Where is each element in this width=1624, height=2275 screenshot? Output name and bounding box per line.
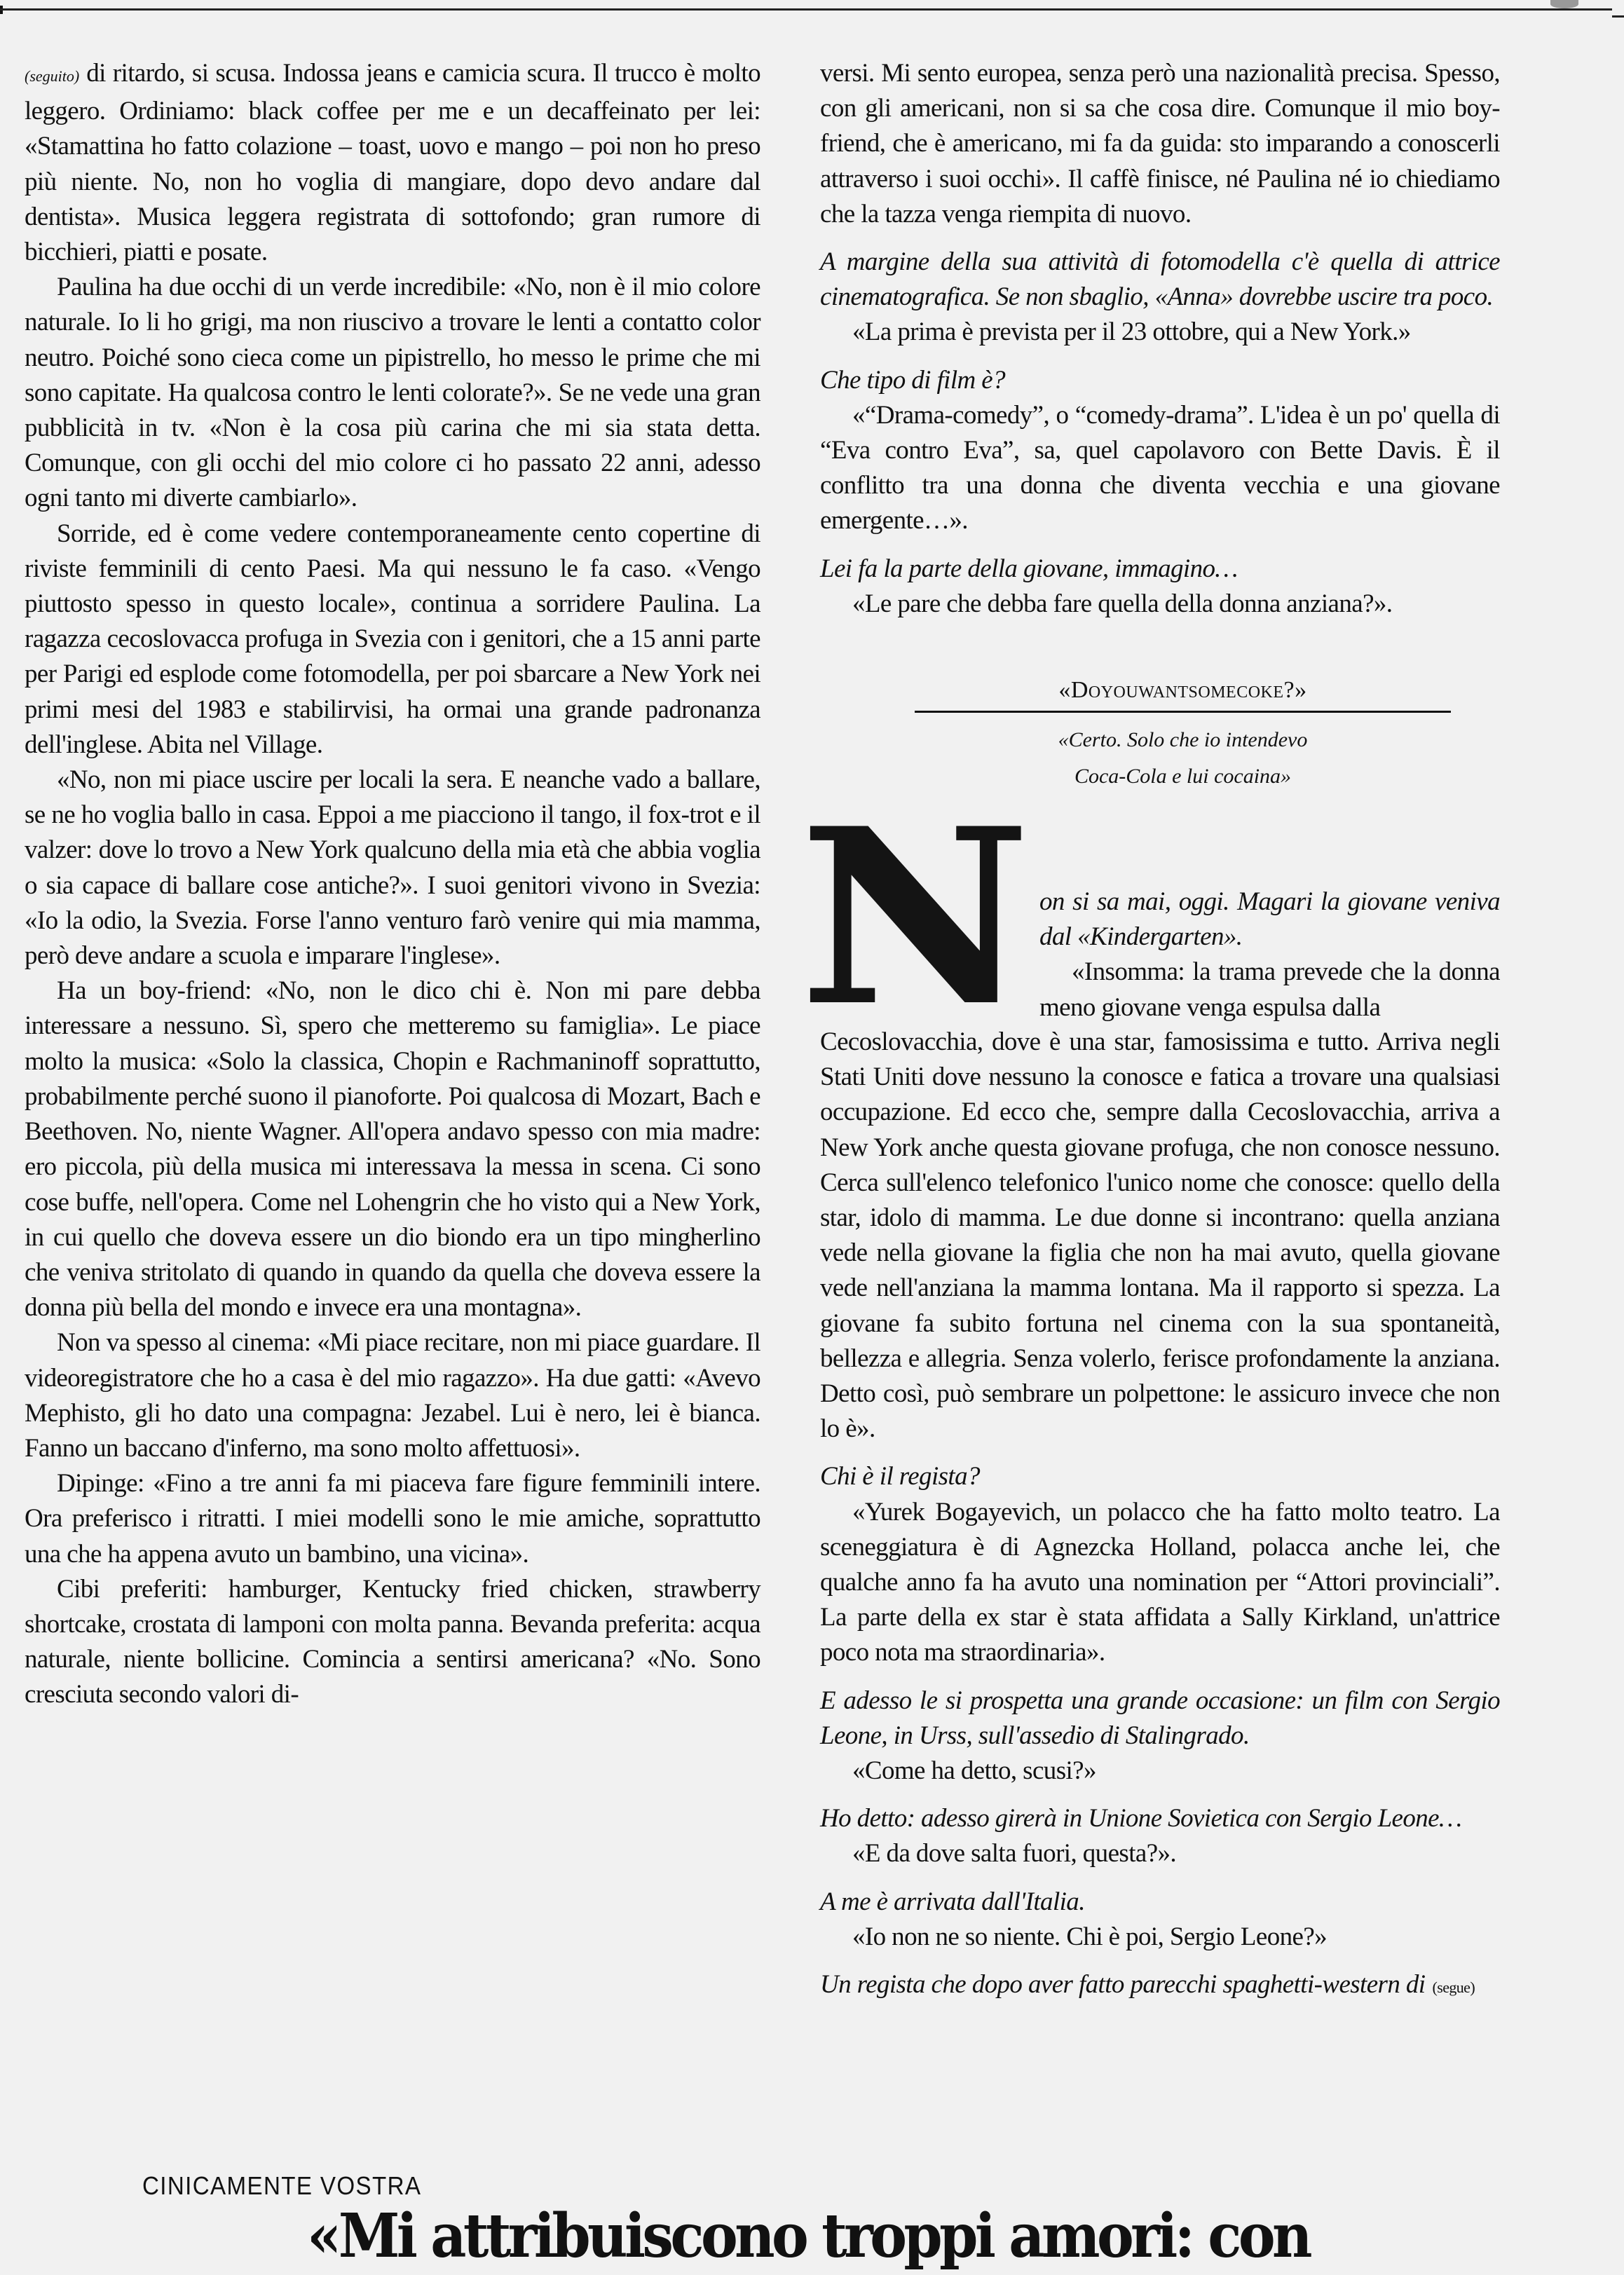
paragraph: (seguito) di ritardo, si scusa. Indossa jeans e camicia scura. Il trucco è molto leggero. Ordiniamo: black coffee per me e un decaffeinato per lei: «Stamattina ho fatto colazione – toast, uovo e mango – poi non ho preso più niente. No, non ho voglia di mangiare, dopo devo andare dal dentista». Musica leggera registrata di sottofondo; gran rumore di bicchieri, piatti e posate. (25, 59, 760, 267)
paragraph: Ha un boy-friend: «No, non le dico chi è. Non mi pare debba interessare a nessuno. Sì, spero che metteremo su famiglia». Le piace molto la musica: «Solo la classica, Chopin e Rachmaninoff soprattutto, probabilmente perché suono il pianoforte. Poi qualcosa di Mozart, Bach e Beethoven. No, niente Wagner. All'opera andavo spesso con mia madre: ero piccola, più della musica mi interessava la messa in scena. Ci sono cose buffe, nell'opera. Come nel Lohengrin che ho visto qui a New York, in cui quello che doveva essere un dio biondo era un tipo mingherlino che veniva stritolato di quando in quando da quella che doveva essere la donna più bella del mondo e invece era una montagna». (25, 976, 760, 1323)
paragraph: Dipinge: «Fino a tre anni fa mi piaceva fare figure femminili intere. Ora preferisco i ritratti. I miei modelli sono le mie amiche, soprattutto una che ha appena avuto un bambino, una vicina». (25, 1469, 760, 1569)
top-rule (0, 8, 1612, 11)
interview-question: Lei fa la parte della giovane, immagino… (820, 554, 1238, 583)
continued-label: (seguito) (25, 67, 80, 85)
paragraph: Non va spesso al cinema: «Mi piace recitare, non mi piace guardare. Il videoregistratore che ho a casa è del mio ragazzo». Ha due gatti: «Avevo Mephisto, gli ho dato una compagna: Jezabel. Lui è nero, lei è bianca. Fanno un baccano d'inferno, ma sono molto affettuosi». (25, 1328, 760, 1463)
interview-answer: «Io non ne so niente. Chi è poi, Sergio Leone?» (852, 1922, 1328, 1951)
interview-question: Un regista che dopo aver fatto parecchi spaghetti-western di (segue) (820, 1970, 1475, 2000)
paragraph: versi. Mi sento europea, senza però una nazionalità precisa. Spesso, con gli americani, non si sa che cosa dire. Comunque il mio boy-friend, che è americano, mi fa da guida: sto imparando a conoscerli attraverso i suoi occhi». Il caffè finisce, né Paulina né io chiediamo che la tazza venga riempita di nuovo. (820, 59, 1500, 228)
paragraph: Paulina ha due occhi di un verde incredibile: «No, non è il mio colore naturale. Io li ho grigi, ma non riuscivo a trovare le lenti a contatto color neutro. Poiché sono cieca come un pipistrello, ho messo le prime che mi sono capitate. Ha qualcosa contro le lenti colorate?». Se ne vede una gran pubblicità in tv. «Non è la cosa più carina che mi sia stata detta. Comunque, con gli occhi del mio colore ci ho passato 22 anni, adesso ogni tanto mi diverte cambiarlo». (25, 273, 760, 513)
top-rule-right (1612, 15, 1624, 18)
paragraph: Cibi preferiti: hamburger, Kentucky fried chicken, strawberry shortcake, crostata di lamponi con molta panna. Bevanda preferita: acqua naturale, niente bollicine. Comincia a sentirsi americana? «No. Sono cresciuta secondo valori di- (25, 1574, 760, 1709)
interview-answer: «Yurek Bogayevich, un polacco che ha fatto molto teatro. La sceneggiatura è di Agnezcka Holland, polacca anche lei, che qualche anno fa ha avuto una nomination per “Attori provinciali”. La parte della ex star è stata affidata a Sally Kirkland, un'attrice poco nota ma straordinaria». (820, 1497, 1500, 1667)
interview-answer: «Insomma: la trama prevede che la donna meno giovane venga espulsa dalla (1039, 957, 1500, 1022)
drop-cap-text (1039, 884, 1500, 1025)
interview-answer: «La prima è prevista per il 23 ottobre, qui a New York.» (852, 317, 1411, 347)
interview-question: A margine della sua attività di fotomodella c'è quella di attrice cinematografica. Se non sbaglio, «Anna» dovrebbe uscire tra poco. (820, 247, 1500, 312)
section-label: CINICAMENTE VOSTRA (142, 2171, 422, 2200)
pull-quote-heading: «Doyouwantsomecoke?» (1058, 677, 1307, 703)
interview-question: on si sa mai, oggi. Magari la giovane veniva dal «Kindergarten». (1039, 887, 1500, 952)
interview-answer: «“Drama-comedy”, o “comedy-drama”. L'idea è un po' quella di “Eva contro Eva”, sa, quel capolavoro con Bette Davis. È il conflitto tra una donna che diventa vecchia e una giovane emergente…». (820, 400, 1500, 535)
paragraph: Sorride, ed è come vedere contemporaneamente cento copertine di riviste femminili di cento Paesi. Ma qui nessuno le fa caso. «Vengo piuttosto spesso in questo locale», continua a sorridere Paulina. La ragazza cecoslovacca profuga in Svezia con i genitori, che a 15 anni parte per Parigi ed esplode come fotomodella, per poi sbarcare a New York nei primi mesi del 1983 e stabilirvisi, ha ormai una grande padronanza dell'inglese. Abita nel Village. (25, 519, 760, 759)
interview-answer: «Le pare che debba fare quella della donna anziana?». (852, 589, 1393, 618)
interview-answer: «Come ha detto, scusi?» (852, 1756, 1096, 1786)
interview-answer: «E da dove salta fuori, questa?». (852, 1839, 1177, 1868)
right-column-bottom (820, 1025, 1500, 2005)
left-column (25, 56, 760, 1713)
interview-question: Che tipo di film è? (820, 365, 1006, 395)
interview-question: A me è arrivata dall'Italia. (820, 1887, 1085, 1916)
continued-label: (segue) (1432, 1979, 1475, 1997)
interview-question: Ho detto: adesso girerà in Unione Sovietica con Sergio Leone… (820, 1804, 1462, 1833)
pull-quote-rule (915, 711, 1451, 713)
paragraph: «No, non mi piace uscire per locali la sera. E neanche vado a ballare, se ne ho voglia ballo in casa. Eppoi a me piacciono il tango, il fox-trot e il valzer: dove lo trovo a New York qualcuno della mia età che abbia voglia o sia capace di ballare cose antiche?». I suoi genitori vivono in Svezia: «Io la odio, la Svezia. Forse l'anno venturo farò venire qui mia mamma, però deve andare a scuola e imparare l'inglese». (25, 765, 760, 971)
pull-quote-line: Coca-Cola e lui cocaina» (1074, 765, 1292, 788)
article-headline: «Mi attribuiscono troppi amori: con (307, 2201, 1309, 2271)
corner-image-fragment (1550, 0, 1578, 8)
pull-quote-line: «Certo. Solo che io intendevo (1058, 728, 1308, 751)
interview-question: E adesso le si prospetta una grande occasione: un film con Sergio Leone, in Urss, sull'assedio di Stalingrado. (820, 1686, 1500, 1750)
drop-cap: N (799, 776, 1024, 1060)
paragraph: Cecoslovacchia, dove è una star, famosissima e tutto. Arriva negli Stati Uniti dove nessuno la conosce e fatica a trovare una qualsiasi occupazione. Ed ecco che, sempre dalla Cecoslovacchia, arriva a New York anche questa giovane profuga, che non conosce nessuno. Cerca sull'elenco telefonico l'unico nome che conosce: quello della star, idolo di mamma. Le due donne si incontrano: quella anziana vede nella giovane la figlia che non ha mai avuto, quella giovane vede nell'anziana la mamma lontana. Ma il rapporto si spezza. La giovane fa subito fortuna nel cinema con la sua spontaneità, bellezza e allegria. Senza volerlo, ferisce profondamente la anziana. Detto così, può sembrare un polpettone: le assicuro invece che non lo è». (820, 1027, 1500, 1444)
interview-question: Chi è il regista? (820, 1462, 980, 1491)
right-column-top (820, 56, 1500, 622)
